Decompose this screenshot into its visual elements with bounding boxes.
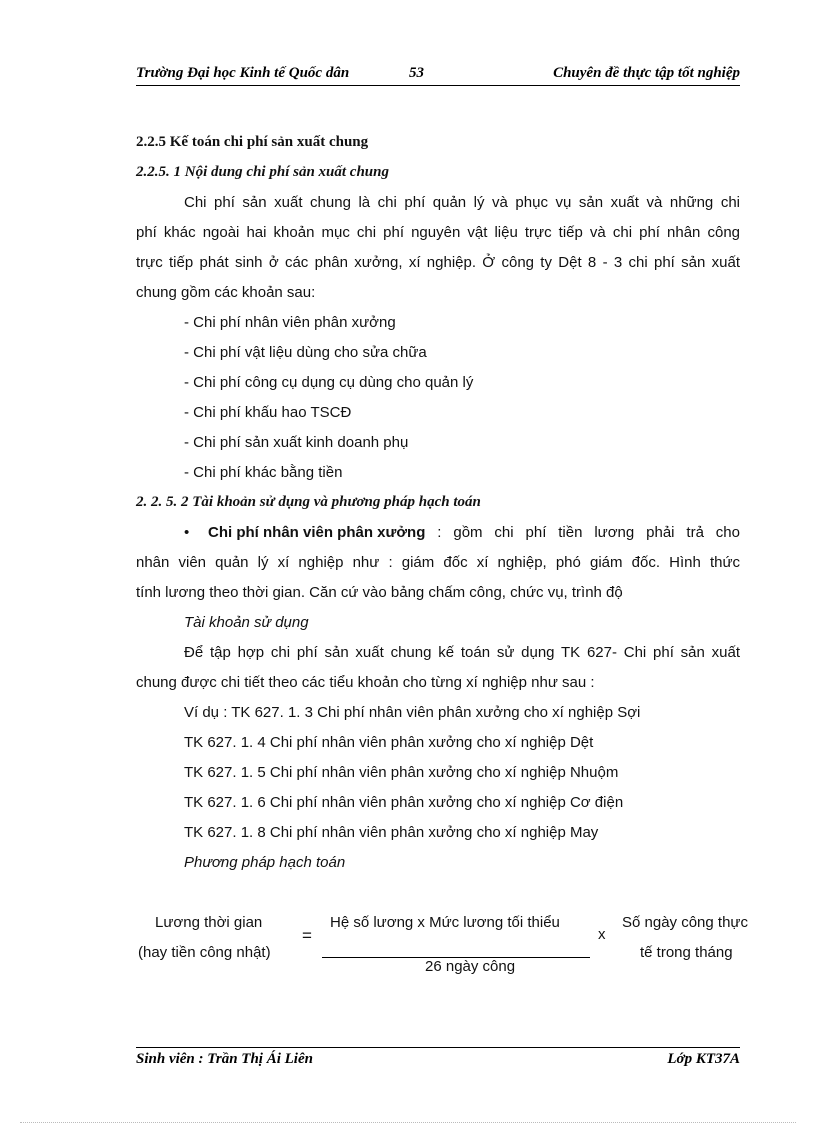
page-footer [136,1047,740,1071]
subheading-method: Phương pháp hạch toán [184,854,346,871]
header-doc-title: Chuyên đề thực tập tốt nghiệp [553,65,740,81]
list-item: - Chi phí khấu hao TSCĐ [184,404,352,421]
formula-rhs-line-1: Số ngày công thực [622,914,748,931]
para-1-line-3: trực tiếp phát sinh ở các phân xưởng, xí nghiệp. Ở công ty Dệt 8 - 3 chi phí sản xuất [136,254,740,271]
header-school: Trường Đại học Kinh tế Quốc dân [136,65,350,81]
para-1-line-4: chung gồm các khoản sau: [136,284,316,301]
heading-subsection-2: 2. 2. 5. 2 Tài khoản sử dụng và phương pháp hạch toán [136,494,481,510]
formula-denominator: 26 ngày công [425,958,516,975]
list-item: - Chi phí sản xuất kinh doanh phụ [184,434,409,451]
formula-equals: = [302,926,312,945]
para-3-line-2: chung được chi tiết theo các tiểu khoản cho từng xí nghiệp như sau : [136,674,595,691]
footer-student: Sinh viên : Trần Thị Ái Liên [136,1051,313,1067]
account-item: TK 627. 1. 4 Chi phí nhân viên phân xưởng cho xí nghiệp Dệt [184,734,594,751]
account-item: TK 627. 1. 8 Chi phí nhân viên phân xưởng cho xí nghiệp May [184,824,599,841]
para-3-line-1: Để tập hợp chi phí sản xuất chung kế toán sử dụng TK 627- Chi phí sản xuất [184,644,740,661]
subheading-account: Tài khoản sử dụng [184,614,309,631]
account-item: TK 627. 1. 5 Chi phí nhân viên phân xưởng cho xí nghiệp Nhuộm [184,764,619,781]
list-item: - Chi phí vật liệu dùng cho sửa chữa [184,344,427,361]
header-page-number: 53 [409,65,424,81]
page-header [136,65,740,86]
footer-class: Lớp KT37A [667,1051,740,1067]
formula-lhs-line-2: (hay tiền công nhật) [138,944,271,961]
formula-numerator: Hệ số lương x Mức lương tối thiểu [330,914,560,931]
bullet-bold-text: Chi phí nhân viên phân xưởng [208,524,426,541]
formula-times: x [598,926,606,943]
formula-rhs-line-2: tế trong tháng [640,944,733,961]
bullet-line [184,524,740,541]
account-item: Ví dụ : TK 627. 1. 3 Chi phí nhân viên phân xưởng cho xí nghiệp Sợi [184,704,641,721]
list-item: - Chi phí nhân viên phân xưởng [184,314,396,331]
heading-section: 2.2.5 Kế toán chi phí sản xuất chung [136,134,369,150]
bullet-rest-text: : gồm chi phí tiền lương phải trả cho [425,524,740,541]
para-2-line-2: nhân viên quản lý xí nghiệp như : giám đốc xí nghiệp, phó giám đốc. Hình thức [136,554,740,571]
para-1-line-2: phí khác ngoài hai khoản mục chi phí nguyên vật liệu trực tiếp và chi phí nhân công [136,224,740,241]
heading-subsection-1: 2.2.5. 1 Nội dung chi phí sản xuất chung [136,164,389,180]
formula-lhs-line-1: Lương thời gian [155,914,263,931]
list-item: - Chi phí khác bằng tiền [184,464,343,481]
para-1-line-1: Chi phí sản xuất chung là chi phí quản lý và phục vụ sản xuất và những chi [184,194,740,211]
list-item: - Chi phí công cụ dụng cụ dùng cho quản lý [184,374,474,391]
para-2-line-3: tính lương theo thời gian. Căn cứ vào bảng chấm công, chức vụ, trình độ [136,584,623,601]
bullet-icon: • [184,524,190,541]
account-item: TK 627. 1. 6 Chi phí nhân viên phân xưởng cho xí nghiệp Cơ điện [184,794,624,811]
